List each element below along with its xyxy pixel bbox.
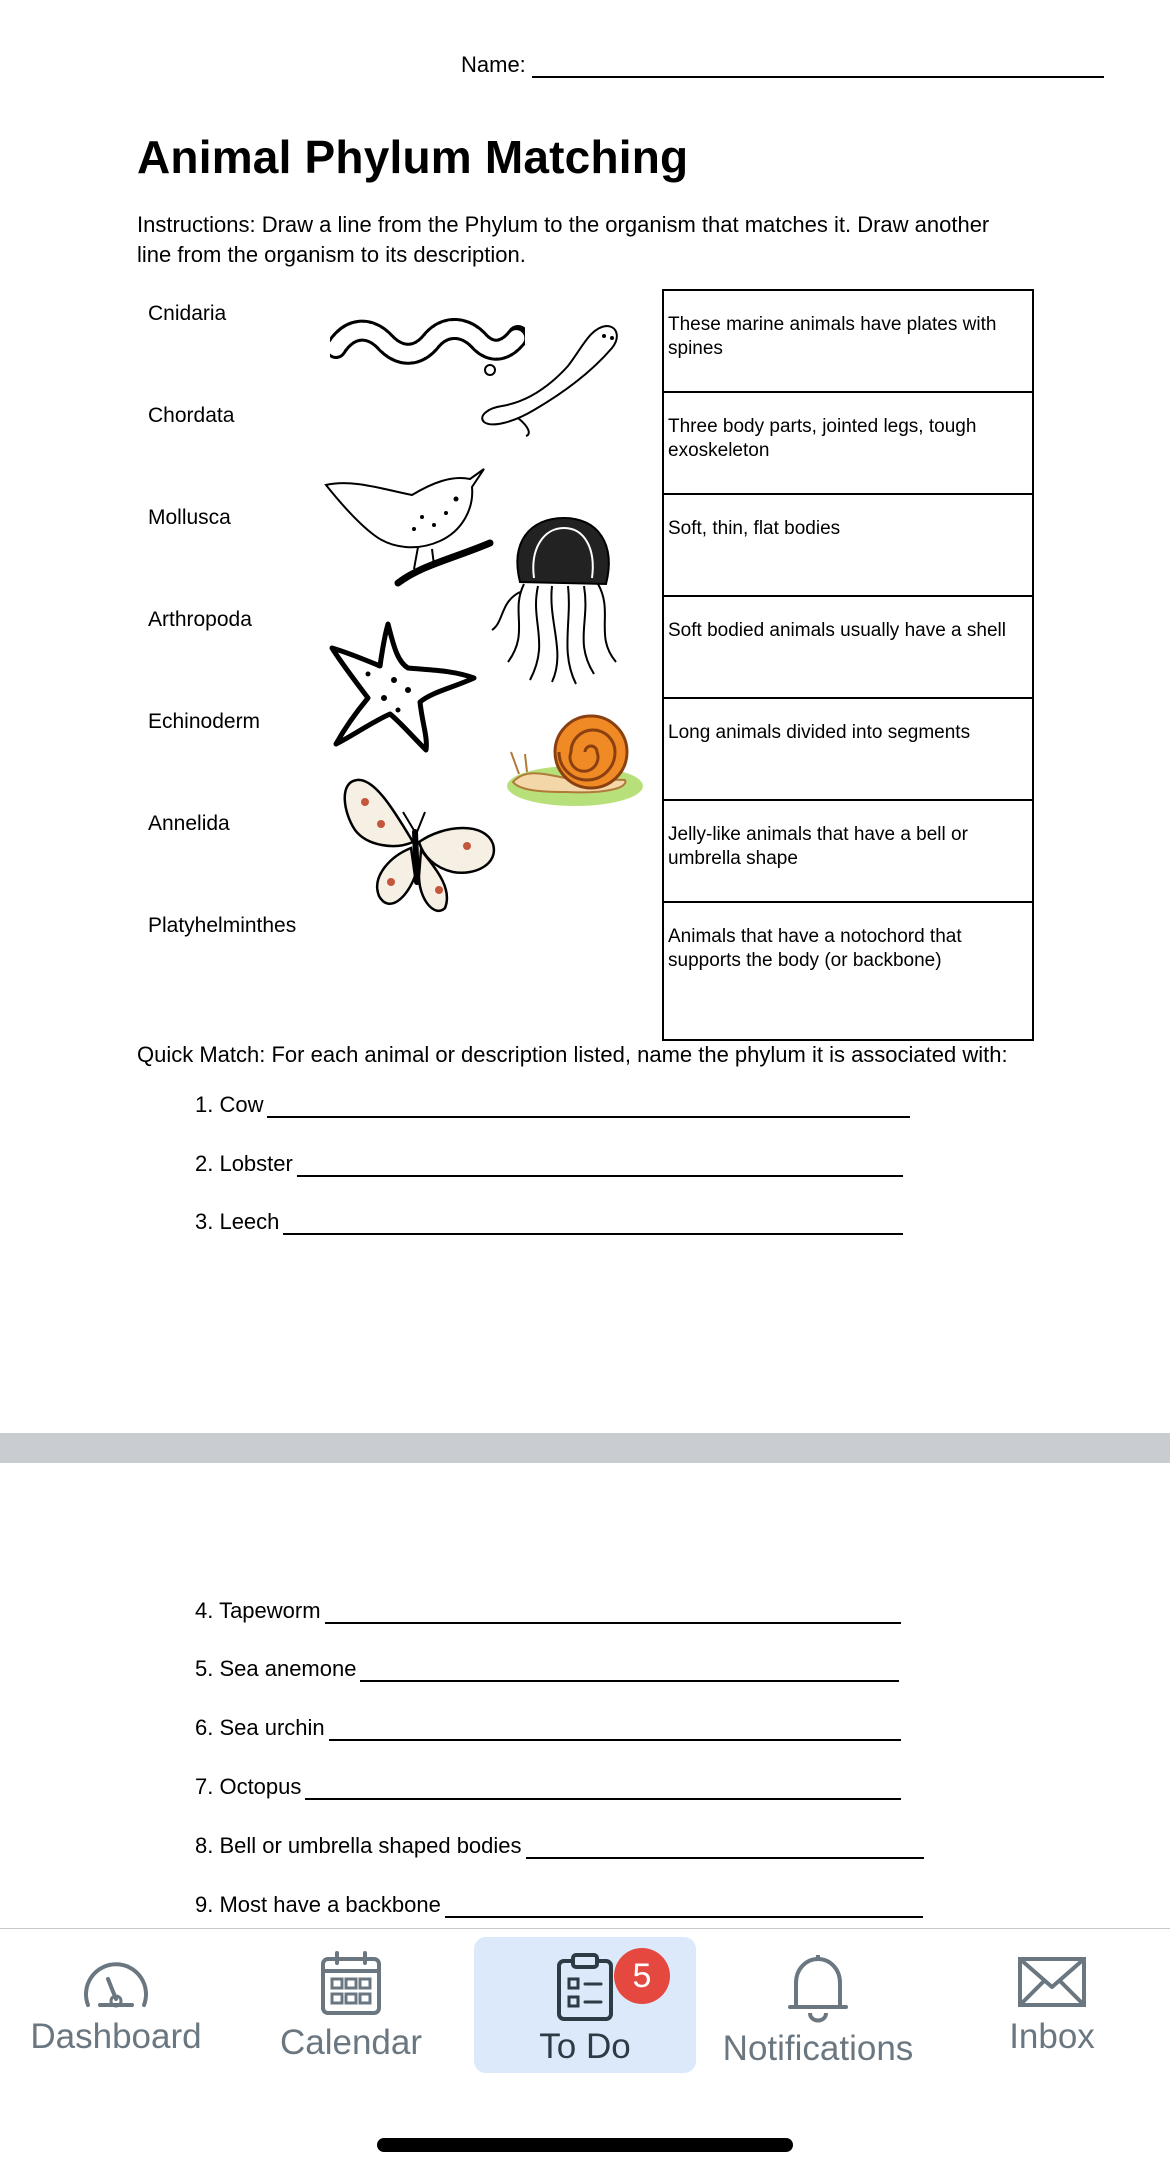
- calendar-icon: [319, 1951, 383, 2017]
- answer-line: [305, 1778, 901, 1800]
- question-row: [195, 1774, 901, 1800]
- question-row: [195, 1092, 910, 1118]
- phylum-label: Cnidaria: [148, 302, 227, 325]
- tab-dashboard[interactable]: [14, 1937, 218, 2073]
- tab-label: To Do: [539, 2027, 631, 2066]
- butterfly-illustration: [335, 772, 500, 917]
- answer-line: [360, 1660, 899, 1682]
- description-cell: Soft, thin, flat bodies: [664, 495, 1032, 597]
- question-text: 1. Cow: [195, 1092, 264, 1117]
- tab-label: Dashboard: [30, 2017, 202, 2056]
- worksheet-page-2: [0, 1463, 1170, 1928]
- jellyfish-illustration: [490, 512, 625, 687]
- phylum-label: Annelida: [148, 812, 230, 835]
- question-text: 2. Lobster: [195, 1151, 293, 1176]
- phylum-label: Platyhelminthes: [148, 914, 297, 937]
- answer-line: [445, 1896, 923, 1918]
- tab-notifications[interactable]: [708, 1937, 928, 2073]
- question-row: [195, 1209, 903, 1235]
- flatworm-illustration: [478, 318, 623, 438]
- question-row: [195, 1715, 901, 1741]
- phylum-label: Chordata: [148, 404, 235, 427]
- worksheet-title: Animal Phylum Matching: [137, 131, 689, 183]
- question-row: [195, 1833, 924, 1859]
- description-cell: Soft bodied animals usually have a shell: [664, 597, 1032, 699]
- description-cell: Jelly-like animals that have a bell or umbrella shape: [664, 801, 1032, 903]
- phylum-label: Echinoderm: [148, 710, 261, 733]
- tab-inbox[interactable]: [980, 1937, 1124, 2073]
- phylum-label: Arthropoda: [148, 608, 252, 631]
- question-text: 3. Leech: [195, 1209, 280, 1234]
- description-cell: Three body parts, jointed legs, tough exoskeleton: [664, 393, 1032, 495]
- name-label: Name:: [461, 52, 526, 77]
- bell-icon: [786, 1951, 850, 2023]
- todo-icon: [555, 1951, 615, 2021]
- name-blank-line: [532, 54, 1104, 78]
- answer-line: [297, 1155, 903, 1177]
- description-cell: Long animals divided into segments: [664, 699, 1032, 801]
- todo-count-badge: 5: [614, 1948, 670, 2004]
- question-text: 7. Octopus: [195, 1774, 302, 1799]
- question-row: [195, 1892, 923, 1918]
- tab-calendar[interactable]: [256, 1937, 446, 2073]
- snail-illustration: [505, 708, 645, 808]
- description-cell: These marine animals have plates with spines: [664, 291, 1032, 393]
- answer-line: [283, 1213, 903, 1235]
- quick-match-instructions: Quick Match: For each animal or description listed, name the phylum it is associated with:: [137, 1042, 1008, 1067]
- instructions-text: Instructions: Draw a line from the Phylum to the organism that matches it. Draw another line from the organism to its description.: [137, 212, 990, 267]
- home-indicator[interactable]: [377, 2138, 793, 2152]
- question-text: 8. Bell or umbrella shaped bodies: [195, 1833, 522, 1858]
- question-text: 6. Sea urchin: [195, 1715, 325, 1740]
- answer-line: [329, 1719, 901, 1741]
- answer-line: [526, 1837, 924, 1859]
- starfish-illustration: [328, 618, 478, 753]
- question-row: [195, 1656, 899, 1682]
- dashboard-icon: [78, 1951, 154, 2011]
- tab-todo[interactable]: [474, 1937, 696, 2073]
- name-field: [461, 52, 1104, 78]
- question-text: 9. Most have a backbone: [195, 1892, 441, 1917]
- question-row: [195, 1151, 903, 1177]
- tab-label: Notifications: [722, 2029, 914, 2068]
- tab-label: Calendar: [279, 2023, 423, 2062]
- answer-line: [267, 1096, 910, 1118]
- inbox-icon: [1016, 1951, 1088, 2011]
- question-row: [195, 1598, 901, 1624]
- tab-label: Inbox: [1009, 2017, 1095, 2056]
- phylum-label: Mollusca: [148, 506, 231, 529]
- answer-line: [325, 1602, 901, 1624]
- bird-illustration: [322, 465, 497, 590]
- question-text: 4. Tapeworm: [195, 1598, 321, 1623]
- question-text: 5. Sea anemone: [195, 1656, 357, 1681]
- description-cell: Animals that have a notochord that supports the body (or backbone): [668, 926, 962, 971]
- page-separator: [0, 1433, 1170, 1463]
- descriptions-table: [662, 289, 1034, 1041]
